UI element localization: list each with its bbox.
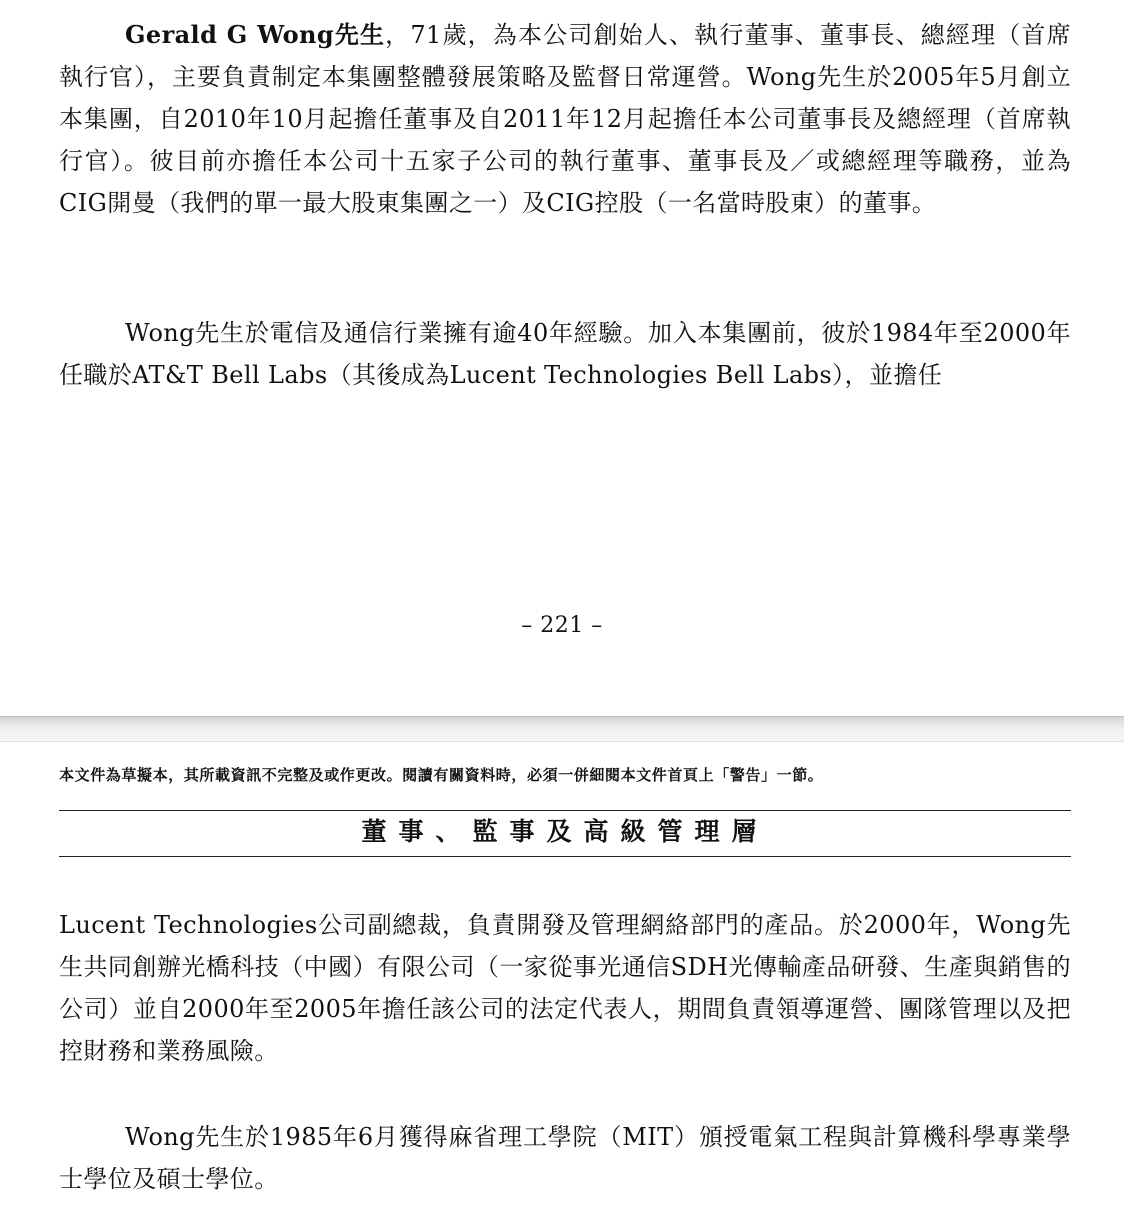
header-rule-top bbox=[59, 810, 1071, 811]
draft-notice: 本文件為草擬本，其所載資訊不完整及或作更改。閱讀有關資料時，必須一併細閱本文件首頁上「警告」一節。 bbox=[59, 766, 824, 784]
director-name: Gerald G Wong先生 bbox=[125, 20, 386, 49]
biography-paragraph-1-text: ，71歲，為本公司創始人、執行董事、董事長、總經理（首席執行官），主要負責制定本集團整體發展策略及監督日常運營。Wong先生於2005年5月創立本集團，自2010年10月起擔任董事及自2011年12月起擔任本公司董事長及總經理（首席執行官）。彼目前亦擔任本公司十五家子公司的執行董事、董事長及／或總經理等職務，並為CIG開曼（我們的單一最大股東集團之一）及CIG控股（一名當時股東）的董事。 bbox=[59, 21, 1071, 217]
header-rule-bottom bbox=[59, 856, 1071, 857]
lower-page bbox=[0, 742, 1124, 1220]
biography-paragraph-1 bbox=[59, 14, 1071, 224]
page-separator bbox=[0, 716, 1124, 742]
biography-continuation-paragraph: Lucent Technologies公司副總裁，負責開發及管理網絡部門的產品。於2000年，Wong先生共同創辦光橋科技（中國）有限公司（一家從事光通信SDH光傳輸產品研發、生產與銷售的公司）並自2000年至2005年擔任該公司的法定代表人，期間負責領導運營、團隊管理以及把控財務和業務風險。 bbox=[59, 911, 1071, 1065]
biography-paragraph-2: Wong先生於電信及通信行業擁有逾40年經驗。加入本集團前，彼於1984年至2000年任職於AT&T Bell Labs（其後成為Lucent Technologies Bell Labs），並擔任 bbox=[59, 319, 1071, 389]
education-paragraph: Wong先生於1985年6月獲得麻省理工學院（MIT）頒授電氣工程與計算機科學專業學士學位及碩士學位。 bbox=[59, 1123, 1071, 1193]
section-title: 董事、監事及高級管理層 bbox=[361, 817, 769, 846]
page-number: – 221 – bbox=[521, 613, 603, 638]
